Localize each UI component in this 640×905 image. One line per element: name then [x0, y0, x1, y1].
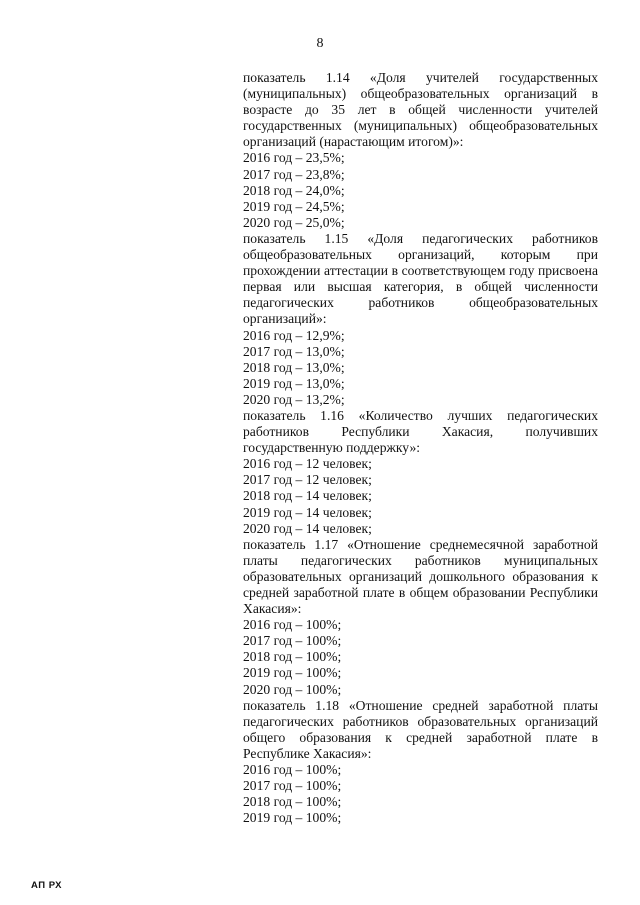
indicator-description: показатель 1.18 «Отношение средней заработной платы педагогических работников образовательных организаций общего образования к средней заработной плате в Республике Хакасия»:: [243, 697, 598, 761]
year-value-line: 2017 год – 12 человек;: [243, 472, 372, 488]
year-value-line: 2017 год – 100%;: [243, 778, 342, 794]
year-value-line: 2017 год – 100%;: [243, 633, 342, 649]
year-value-line: 2018 год – 24,0%;: [243, 182, 345, 198]
footer-stamp: АП РХ: [31, 880, 63, 891]
indicator-description: показатель 1.16 «Количество лучших педагогических работников Республики Хакасия, получивших государственную поддержку»:: [243, 407, 598, 456]
year-value-line: 2017 год – 23,8%;: [243, 166, 345, 182]
indicator-block: [243, 698, 598, 827]
year-value-line: 2019 год – 24,5%;: [243, 198, 345, 214]
year-value-line: 2020 год – 13,2%;: [243, 391, 345, 407]
indicator-block: [243, 408, 598, 537]
year-value-line: 2017 год – 13,0%;: [243, 343, 345, 359]
indicator-description: показатель 1.17 «Отношение среднемесячной заработной платы педагогических работников муниципальных образовательных организаций дошкольного образования к средней заработной плате в общем образовании Республики Хакасия»:: [243, 536, 598, 617]
year-value-line: 2019 год – 14 человек;: [243, 504, 372, 520]
year-value-line: 2018 год – 14 человек;: [243, 488, 372, 504]
page-number: 8: [316, 36, 324, 51]
year-value-line: 2020 год – 25,0%;: [243, 214, 345, 230]
year-value-line: 2018 год – 100%;: [243, 649, 342, 665]
year-value-line: 2018 год – 100%;: [243, 794, 342, 810]
year-value-line: 2016 год – 23,5%;: [243, 150, 345, 166]
year-value-line: 2016 год – 12 человек;: [243, 456, 372, 472]
indicator-block: [243, 70, 598, 231]
indicator-description: показатель 1.15 «Доля педагогических работников общеобразовательных организаций, которым при прохождении аттестации в соответствующем году присвоена первая или высшая категория, в общей численности педагогических работников общеобразовательных организаций»:: [243, 230, 598, 327]
year-value-line: 2019 год – 100%;: [243, 810, 342, 826]
year-value-line: 2016 год – 100%;: [243, 762, 342, 778]
year-value-line: 2020 год – 100%;: [243, 681, 342, 697]
year-value-line: 2019 год – 100%;: [243, 665, 342, 681]
document-body: [243, 70, 598, 826]
year-value-line: 2018 год – 13,0%;: [243, 359, 345, 375]
indicator-block: [243, 231, 598, 408]
year-value-line: 2020 год – 14 человек;: [243, 520, 372, 536]
indicator-description: показатель 1.14 «Доля учителей государственных (муниципальных) общеобразовательных организаций в возрасте до 35 лет в общей численности учителей государственных (муниципальных) общеобразовательных организаций (нарастающим итогом)»:: [243, 70, 598, 150]
year-value-line: 2019 год – 13,0%;: [243, 375, 345, 391]
year-value-line: 2016 год – 100%;: [243, 617, 342, 633]
year-value-line: 2016 год – 12,9%;: [243, 327, 345, 343]
indicator-block: [243, 537, 598, 698]
